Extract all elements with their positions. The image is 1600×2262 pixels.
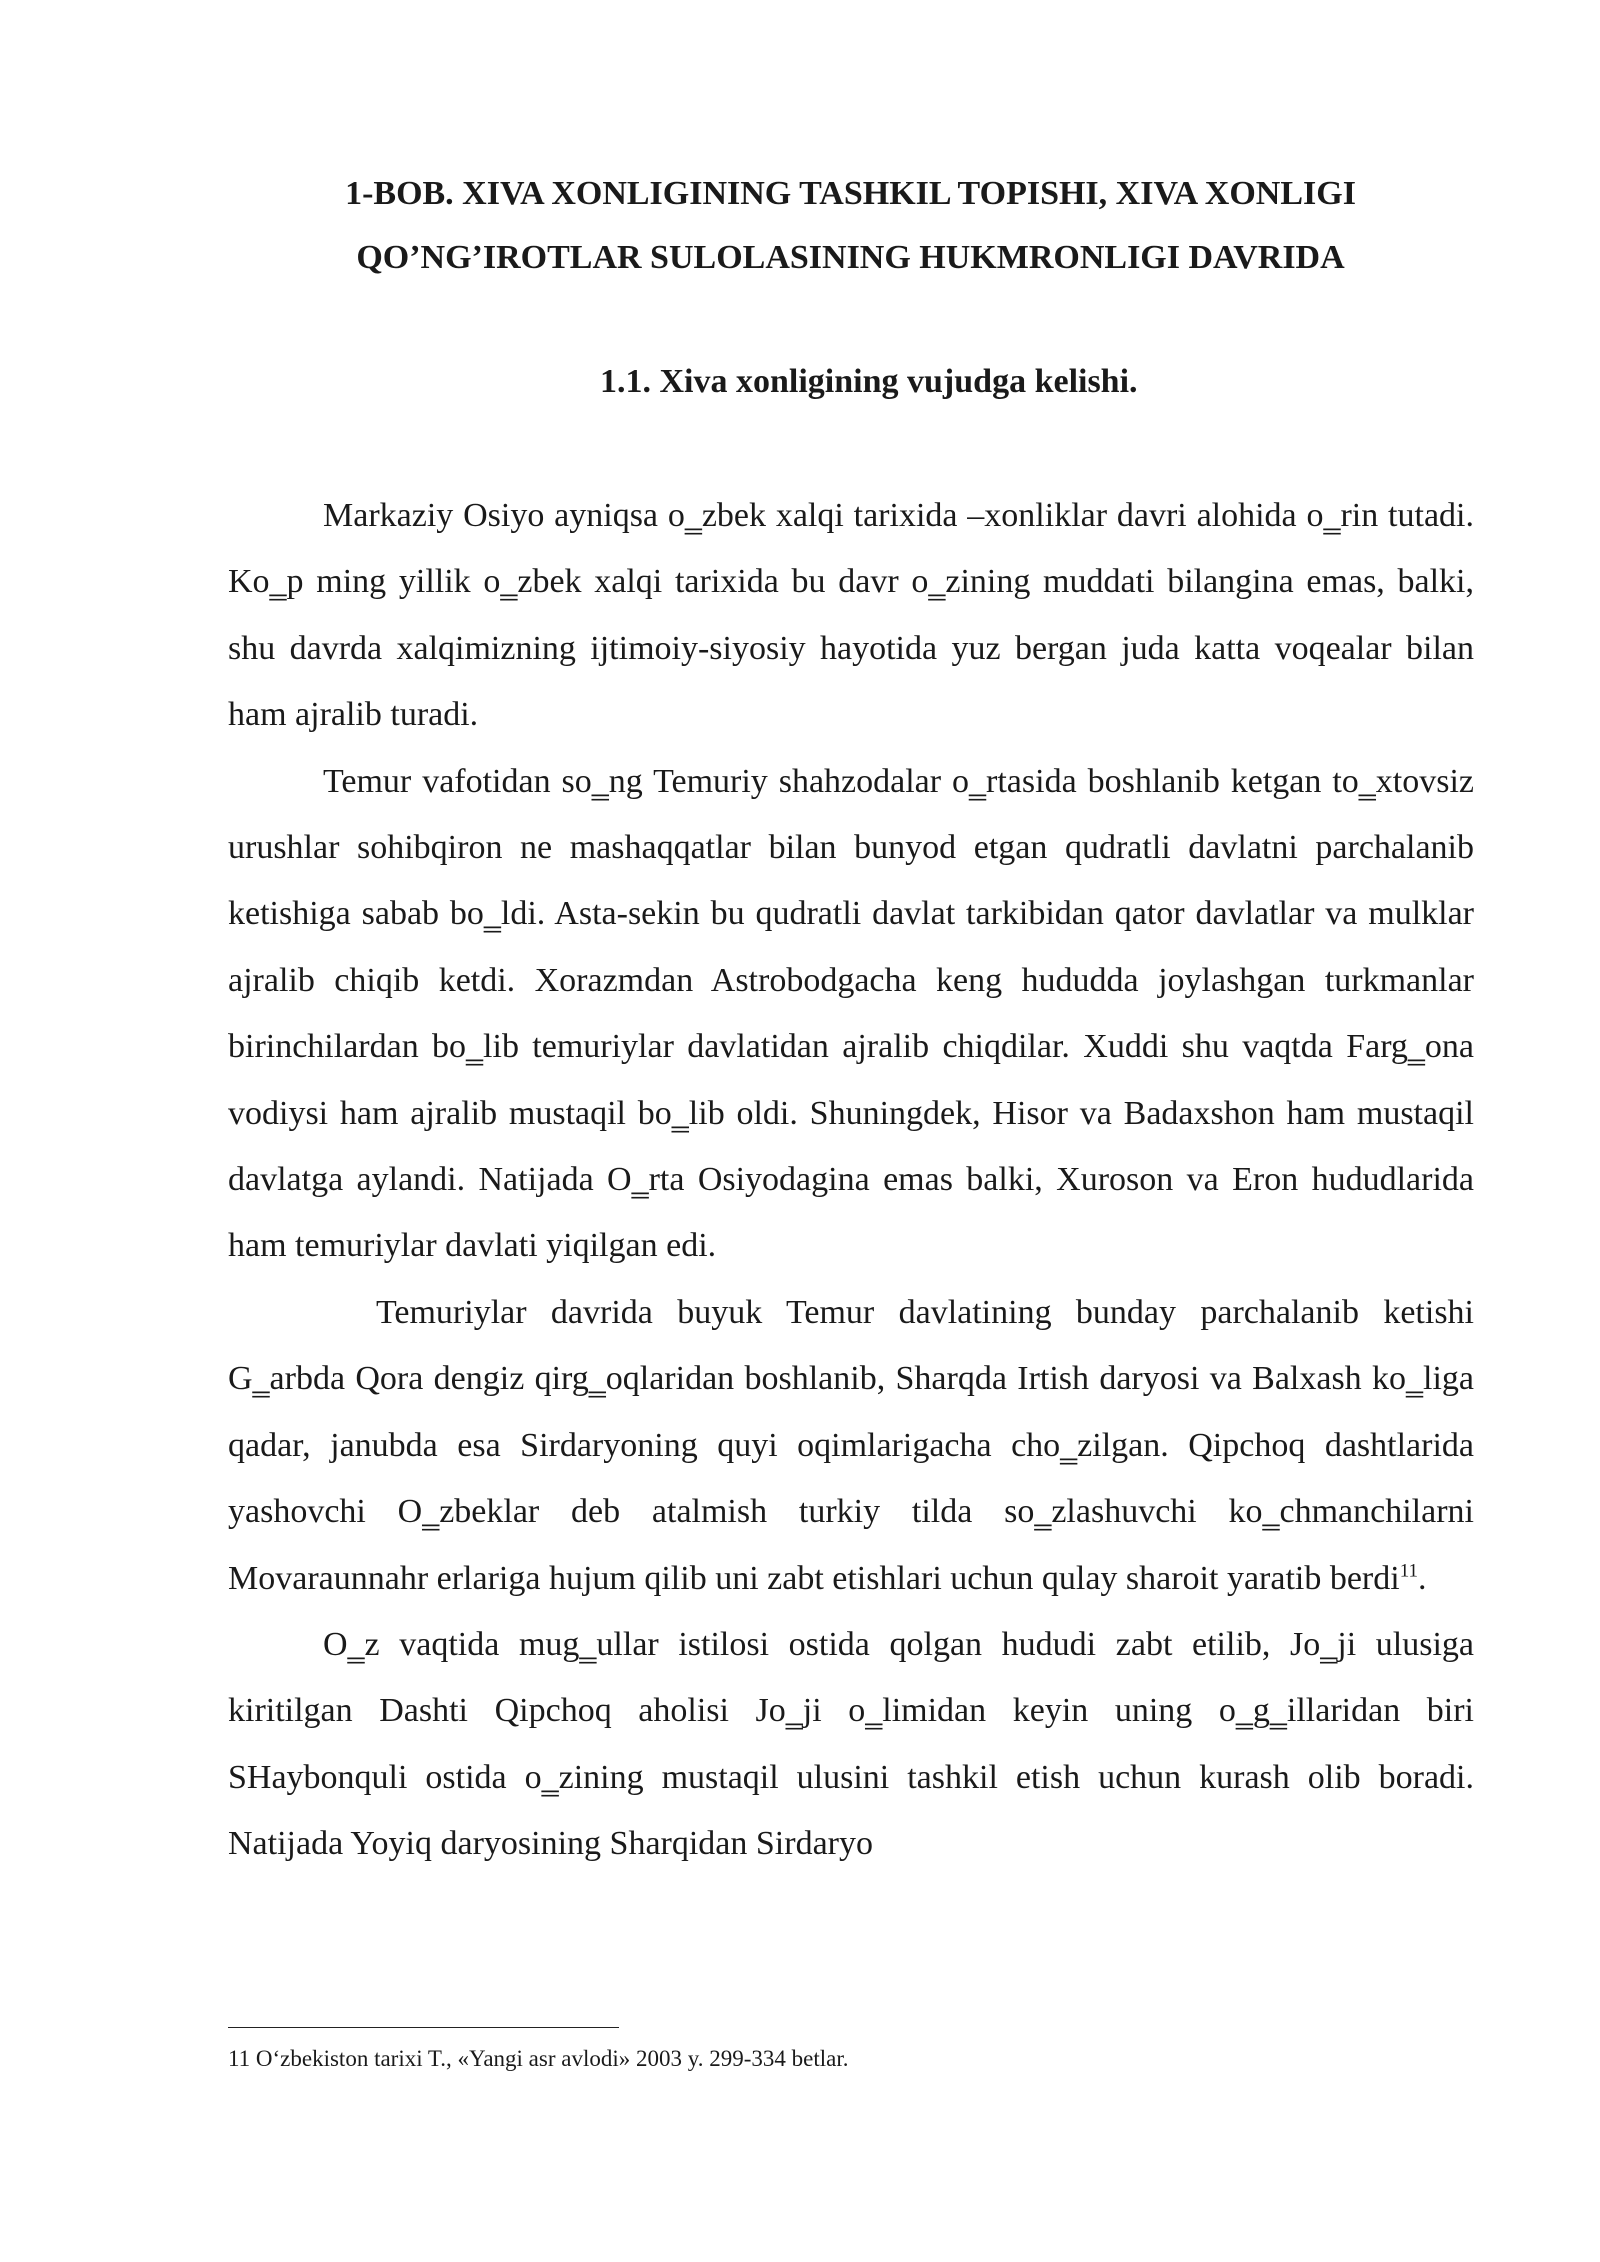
section-title: 1.1. Xiva xonligining vujudga kelishi.: [600, 363, 1138, 400]
footnote-text: 11 O‘zbekiston tarixi T., «Yangi asr avlodi» 2003 y. 299-334 betlar.: [228, 2046, 849, 2071]
paragraph-4: O‗z vaqtida mug‗ullar istilosi ostida qolgan hududi zabt etilib, Jo‗ji ulusiga kiritilgan Dashti Qipchoq aholisi Jo‗ji o‗limidan keyin uning o‗g‗illaridan biri SHaybonquli ostida o‗zining mustaqil ulusini tashkil etish uchun kurash olib boradi. Natijada Yoyiq daryosining Sharqidan Sirdaryo: [228, 1625, 1474, 1863]
paragraph-3-end: .: [1418, 1559, 1427, 1597]
footnote-separator: [228, 2027, 619, 2028]
chapter-title: 1-BOB. XIVA XONLIGINING TASHKIL TOPISHI, XIVA XONLIGI QO’NG’IROTLAR SULOLASINING HUKMRONLIGI DAVRIDA: [345, 175, 1356, 276]
paragraph-3-text: Temuriylar davrida buyuk Temur davlatining bunday parchalanib ketishi G‗arbda Qora dengiz qirg‗oqlaridan boshlanib, Sharqda Irtish daryosi va Balxash ko‗liga qadar, janubda esa Sirdaryoning quyi oqimlarigacha cho‗zilgan. Qipchoq dashtlarida yashovchi O‗zbeklar deb atalmish turkiy tilda so‗zlashuvchi ko‗chmanchilarni Movaraunnahr erlariga hujum qilib uni zabt etishlari uchun qulay sharoit yaratib berdi: [228, 1293, 1474, 1597]
paragraph-3: [228, 1280, 1474, 1612]
paragraph-1: Markaziy Osiyo ayniqsa o‗zbek xalqi tarixida –xonliklar davri alohida o‗rin tutadi. Ko‗p ming yillik o‗zbek xalqi tarixida bu davr o‗zining muddati bilangina emas, balki, shu davrda xalqimizning ijtimoiy-siyosiy hayotida yuz bergan juda katta voqealar bilan ham ajralib turadi.: [228, 497, 1474, 734]
footnote-reference: 11: [1399, 1560, 1419, 1582]
body-text: [228, 483, 1474, 1878]
paragraph-2: Temur vafotidan so‗ng Temuriy shahzodalar o‗rtasida boshlanib ketgan to‗xtovsiz urushlar sohibqiron ne mashaqqatlar bilan bunyod etgan qudratli davlatni parchalanib ketishiga sabab bo‗ldi. Asta-sekin bu qudratli davlat tarkibidan qator davlatlar va mulklar ajralib chiqib ketdi. Xorazmdan Astrobodgacha keng hududda joylashgan turkmanlar birinchilardan bo‗lib temuriylar davlatidan ajralib chiqdilar. Xuddi shu vaqtda Farg‗ona vodiysi ham ajralib mustaqil bo‗lib oldi. Shuningdek, Hisor va Badaxshon ham mustaqil davlatga aylandi. Natijada O‗rta Osiyodagina emas balki, Xuroson va Eron hududlarida ham temuriylar davlati yiqilgan edi.: [228, 762, 1474, 1265]
